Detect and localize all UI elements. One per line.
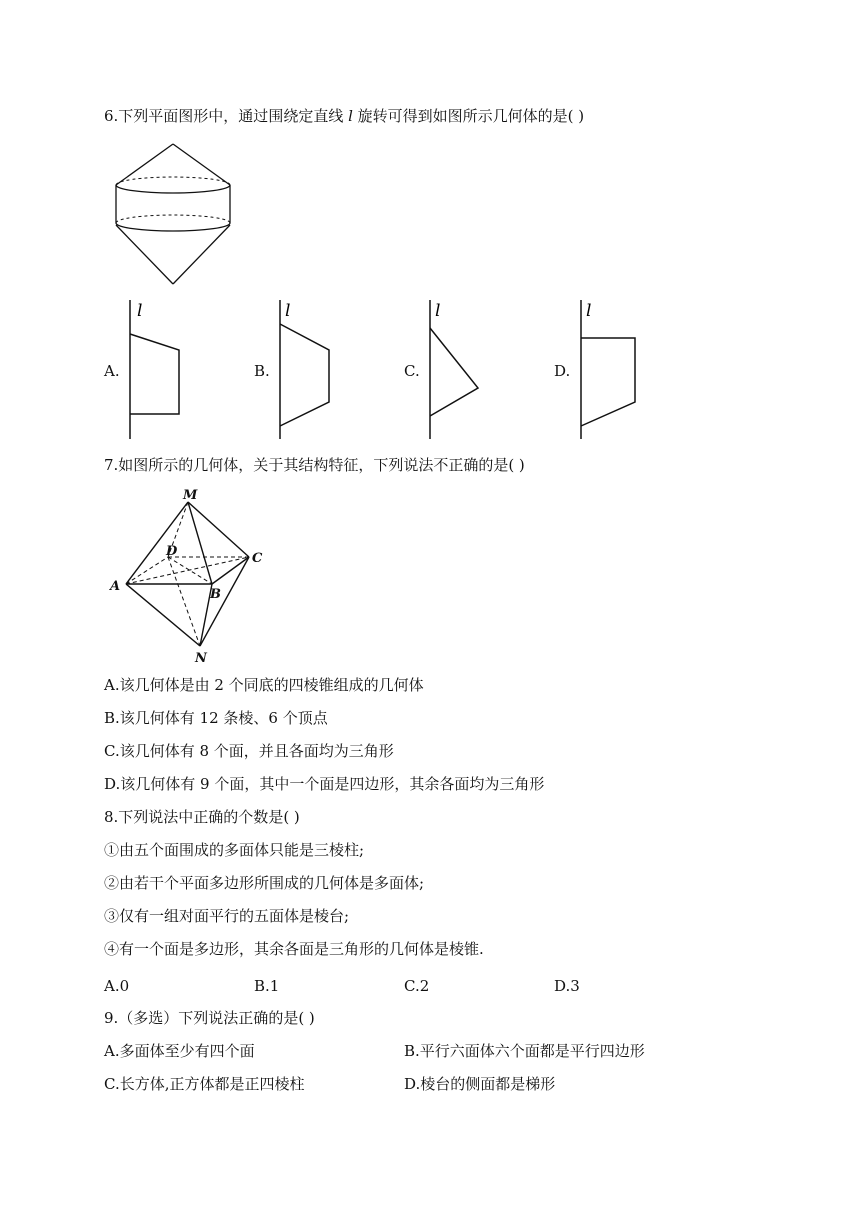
q8-option-b: B.1 — [254, 977, 280, 995]
vertex-label-c: C — [252, 551, 263, 566]
q6-option-b-figure — [274, 298, 344, 443]
q6-option-d-label: D. — [554, 362, 571, 380]
vertex-label-d: D — [166, 544, 178, 559]
q6-stem: 6.下列平面图形中，通过围绕定直线 l 旋转可得到如图所示几何体的是( ) — [104, 107, 585, 125]
q6-option-b-label: B. — [254, 362, 270, 380]
axis-label-l: l — [586, 301, 592, 321]
q8-option-d: D.3 — [554, 977, 580, 995]
q9-option-a: A.多面体至少有四个面 — [104, 1042, 255, 1060]
q6-figure-double-cone-cylinder — [112, 140, 237, 290]
q7-figure-octahedron — [104, 484, 279, 664]
q8-stem: 8.下列说法中正确的个数是( ) — [104, 808, 300, 826]
vertex-label-n: N — [195, 651, 207, 666]
q8-option-a: A.0 — [104, 977, 130, 995]
q6-option-d-figure — [574, 298, 644, 443]
vertex-label-a: A — [110, 579, 121, 594]
axis-label-l: l — [285, 301, 291, 321]
q8-statement-2: ②由若干个平面多边形所围成的几何体是多面体; — [104, 874, 425, 892]
vertex-label-b: B — [210, 587, 221, 602]
q6-option-a-label: A. — [104, 362, 120, 380]
q9-option-d: D.棱台的侧面都是梯形 — [404, 1075, 556, 1093]
q9-option-b: B.平行六面体六个面都是平行四边形 — [404, 1042, 645, 1060]
q6-option-c-figure — [424, 298, 494, 443]
q8-statement-3: ③仅有一组对面平行的五面体是棱台; — [104, 907, 350, 925]
axis-label-l: l — [137, 301, 143, 321]
q6-option-a-figure — [124, 298, 194, 443]
q8-statement-4: ④有一个面是多边形，其余各面是三角形的几何体是棱锥. — [104, 940, 484, 958]
axis-label-l: l — [435, 301, 441, 321]
q7-option-d: D.该几何体有 9 个面，其中一个面是四边形，其余各面均为三角形 — [104, 775, 545, 793]
q7-option-b: B.该几何体有 12 条棱、6 个顶点 — [104, 709, 328, 727]
q9-stem: 9.（多选）下列说法正确的是( ) — [104, 1009, 315, 1027]
q7-option-c: C.该几何体有 8 个面，并且各面均为三角形 — [104, 742, 394, 760]
q7-stem: 7.如图所示的几何体，关于其结构特征，下列说法不正确的是( ) — [104, 456, 525, 474]
q8-option-c: C.2 — [404, 977, 430, 995]
q9-option-c: C.长方体,正方体都是正四棱柱 — [104, 1075, 305, 1093]
q6-option-c-label: C. — [404, 362, 420, 380]
axis-variable: l — [348, 107, 353, 125]
q7-option-a: A.该几何体是由 2 个同底的四棱锥组成的几何体 — [104, 676, 424, 694]
vertex-label-m: M — [183, 488, 198, 503]
q8-statement-1: ①由五个面围成的多面体只能是三棱柱; — [104, 841, 365, 859]
